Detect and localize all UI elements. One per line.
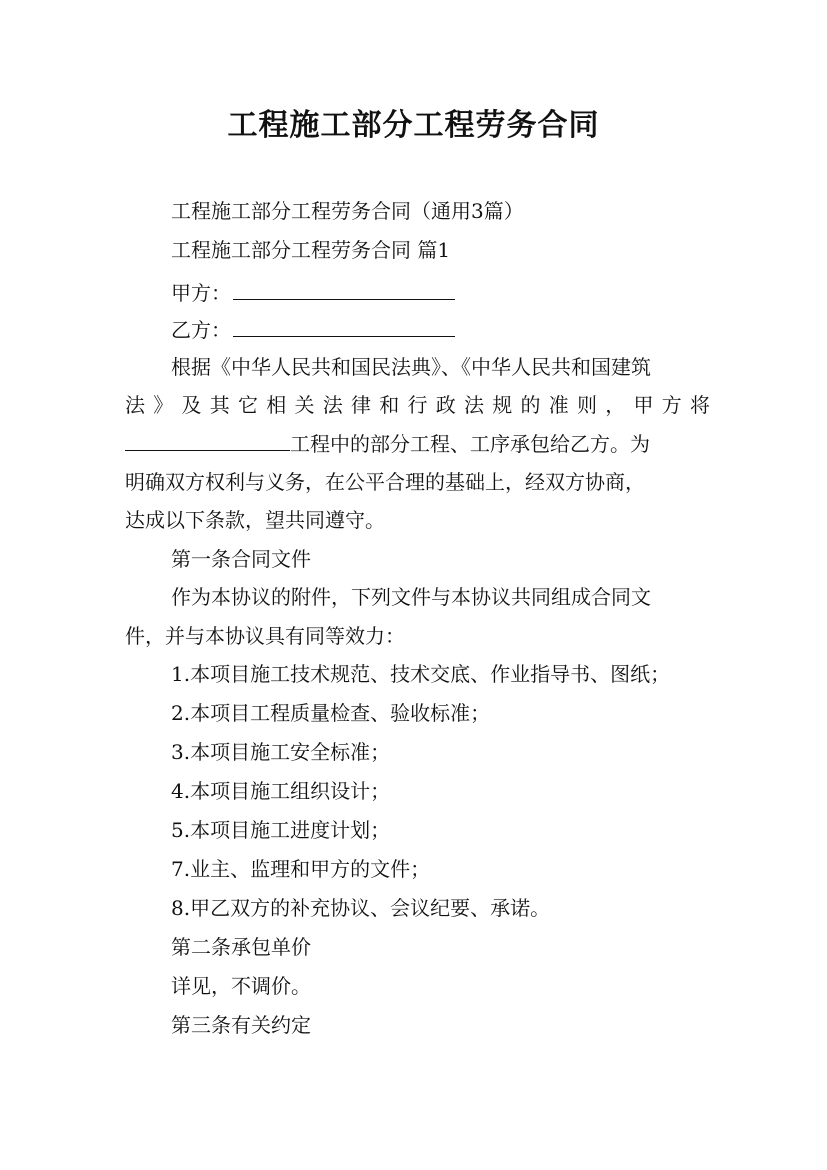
project-name-blank	[125, 431, 290, 451]
article2-text: 详见，不调价。	[171, 974, 311, 998]
article2-heading: 第二条承包单价	[171, 935, 311, 959]
section-heading: 工程施工部分工程劳务合同 篇1	[171, 238, 451, 262]
list-item: 3.本项目施工安全标准；	[171, 740, 391, 764]
subtitle: 工程施工部分工程劳务合同（通用3篇）	[171, 199, 524, 223]
party-b-label: 乙方：	[171, 318, 231, 342]
intro-line-2: 法》及其它相关法律和行政法规的准则，甲方将	[125, 393, 710, 417]
list-item: 4.本项目施工组织设计；	[171, 779, 391, 803]
party-a-blank	[233, 280, 455, 300]
intro-line-3	[0, 431, 827, 456]
list-item: 5.本项目施工进度计划；	[171, 818, 391, 842]
article1-para-line-2: 件，并与本协议具有同等效力：	[125, 624, 405, 648]
party-a-label: 甲方：	[171, 281, 231, 305]
intro-line-5: 达成以下条款，望共同遵守。	[125, 508, 385, 532]
intro-line-4: 明确双方权利与义务，在公平合理的基础上，经双方协商，	[125, 470, 645, 494]
article1-para-line-1: 作为本协议的附件，下列文件与本协议共同组成合同文	[171, 585, 651, 609]
intro-line-3-text: 工程中的部分工程、工序承包给乙方。为	[290, 432, 650, 456]
article1-heading: 第一条合同文件	[171, 547, 311, 571]
party-b-blank	[233, 317, 455, 337]
article3-heading: 第三条有关约定	[171, 1013, 311, 1037]
list-item: 7.业主、监理和甲方的文件；	[171, 857, 431, 881]
list-item: 8.甲乙双方的补充协议、会议纪要、承诺。	[171, 896, 551, 920]
intro-line-1: 根据《中华人民共和国民法典》、《中华人民共和国建筑	[171, 355, 651, 379]
document-title: 工程施工部分工程劳务合同	[227, 108, 600, 143]
party-a-line	[0, 280, 827, 305]
list-item: 1.本项目施工技术规范、技术交底、作业指导书、图纸；	[171, 662, 671, 686]
party-b-line	[0, 317, 827, 342]
intro-line-2-wrap	[0, 393, 827, 417]
list-item: 2.本项目工程质量检查、验收标准；	[171, 701, 491, 725]
